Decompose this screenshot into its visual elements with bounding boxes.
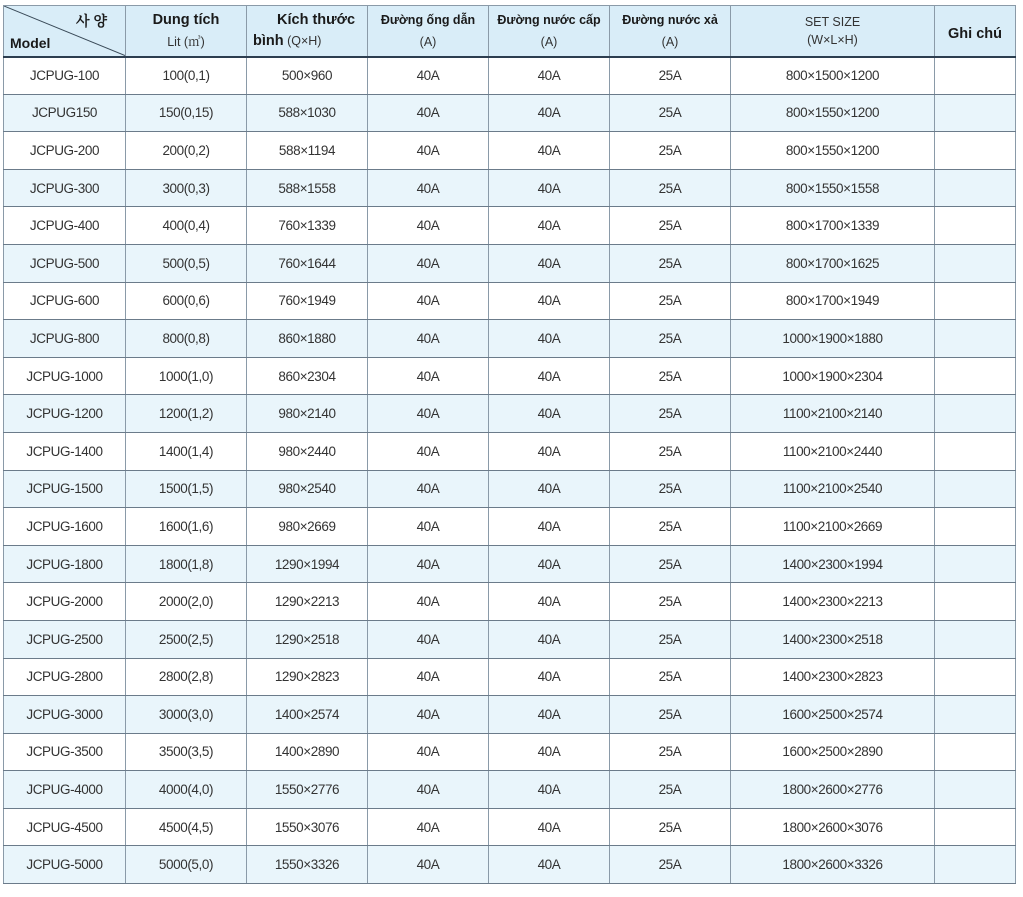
cell-drain: 25A (610, 545, 731, 583)
header-supply-title: Đường nước cấp (497, 12, 601, 27)
cell-tank: 980×2669 (247, 508, 368, 546)
cell-set: 1400×2300×1994 (731, 545, 935, 583)
cell-pipe: 40A (368, 508, 489, 546)
cell-capacity: 400(0,4) (126, 207, 247, 245)
cell-supply: 40A (489, 545, 610, 583)
header-note (935, 6, 1016, 57)
cell-capacity: 150(0,15) (126, 94, 247, 132)
cell-drain: 25A (610, 207, 731, 245)
header-capacity-unit: Lit (㎥) (167, 34, 205, 49)
cell-pipe: 40A (368, 282, 489, 320)
cell-set: 1100×2100×2140 (731, 395, 935, 433)
table-row (4, 244, 1016, 282)
cell-set: 800×1700×1625 (731, 244, 935, 282)
table-row (4, 508, 1016, 546)
cell-supply: 40A (489, 808, 610, 846)
cell-capacity: 1800(1,8) (126, 545, 247, 583)
cell-supply: 40A (489, 244, 610, 282)
cell-supply: 40A (489, 282, 610, 320)
cell-set: 1400×2300×2518 (731, 620, 935, 658)
cell-pipe: 40A (368, 733, 489, 771)
cell-drain: 25A (610, 696, 731, 734)
cell-note (935, 432, 1016, 470)
cell-capacity: 200(0,2) (126, 132, 247, 170)
cell-pipe: 40A (368, 395, 489, 433)
cell-tank: 760×1644 (247, 244, 368, 282)
cell-drain: 25A (610, 470, 731, 508)
cell-pipe: 40A (368, 545, 489, 583)
cell-pipe: 40A (368, 244, 489, 282)
cell-pipe: 40A (368, 658, 489, 696)
header-pipe (368, 6, 489, 57)
cell-drain: 25A (610, 282, 731, 320)
cell-note (935, 94, 1016, 132)
cell-note (935, 395, 1016, 433)
cell-capacity: 100(0,1) (126, 57, 247, 95)
cell-tank: 980×2540 (247, 470, 368, 508)
cell-drain: 25A (610, 432, 731, 470)
table-row (4, 771, 1016, 809)
cell-supply: 40A (489, 696, 610, 734)
cell-model: JCPUG-300 (4, 169, 126, 207)
cell-set: 1800×2600×2776 (731, 771, 935, 809)
cell-capacity: 2000(2,0) (126, 583, 247, 621)
cell-set: 1400×2300×2213 (731, 583, 935, 621)
cell-drain: 25A (610, 395, 731, 433)
cell-supply: 40A (489, 57, 610, 95)
cell-drain: 25A (610, 169, 731, 207)
cell-set: 800×1550×1558 (731, 169, 935, 207)
table-body (4, 57, 1016, 884)
cell-note (935, 771, 1016, 809)
header-tank-sub-bold: bình (253, 33, 284, 50)
table-row (4, 545, 1016, 583)
cell-tank: 1290×2518 (247, 620, 368, 658)
cell-supply: 40A (489, 395, 610, 433)
cell-model: JCPUG-3000 (4, 696, 126, 734)
cell-tank: 980×2440 (247, 432, 368, 470)
cell-drain: 25A (610, 320, 731, 358)
cell-supply: 40A (489, 658, 610, 696)
cell-capacity: 5000(5,0) (126, 846, 247, 884)
cell-note (935, 282, 1016, 320)
cell-capacity: 4500(4,5) (126, 808, 247, 846)
cell-drain: 25A (610, 733, 731, 771)
cell-capacity: 4000(4,0) (126, 771, 247, 809)
cell-note (935, 320, 1016, 358)
cell-tank: 1290×2823 (247, 658, 368, 696)
cell-tank: 760×1339 (247, 207, 368, 245)
cell-pipe: 40A (368, 94, 489, 132)
cell-drain: 25A (610, 357, 731, 395)
header-pipe-unit: (A) (419, 34, 437, 49)
header-model (4, 6, 126, 57)
cell-pipe: 40A (368, 696, 489, 734)
cell-pipe: 40A (368, 207, 489, 245)
cell-capacity: 300(0,3) (126, 169, 247, 207)
cell-model: JCPUG-1600 (4, 508, 126, 546)
cell-pipe: 40A (368, 583, 489, 621)
cell-supply: 40A (489, 583, 610, 621)
cell-tank: 1290×2213 (247, 583, 368, 621)
cell-model: JCPUG-1400 (4, 432, 126, 470)
cell-set: 800×1550×1200 (731, 132, 935, 170)
header-tank-sub: (Q×H) (287, 34, 322, 49)
table-row (4, 94, 1016, 132)
cell-note (935, 470, 1016, 508)
cell-drain: 25A (610, 846, 731, 884)
cell-set: 800×1700×1339 (731, 207, 935, 245)
cell-capacity: 800(0,8) (126, 320, 247, 358)
cell-tank: 1550×2776 (247, 771, 368, 809)
cell-model: JCPUG-1500 (4, 470, 126, 508)
cell-capacity: 1600(1,6) (126, 508, 247, 546)
cell-set: 800×1700×1949 (731, 282, 935, 320)
cell-supply: 40A (489, 508, 610, 546)
cell-capacity: 2800(2,8) (126, 658, 247, 696)
cell-note (935, 733, 1016, 771)
header-drain-title: Đường nước xả (622, 12, 718, 27)
cell-model: JCPUG-400 (4, 207, 126, 245)
cell-drain: 25A (610, 132, 731, 170)
table-row (4, 132, 1016, 170)
cell-tank: 760×1949 (247, 282, 368, 320)
cell-model: JCPUG150 (4, 94, 126, 132)
cell-pipe: 40A (368, 771, 489, 809)
cell-model: JCPUG-800 (4, 320, 126, 358)
cell-drain: 25A (610, 808, 731, 846)
cell-set: 1800×2600×3076 (731, 808, 935, 846)
cell-capacity: 1400(1,4) (126, 432, 247, 470)
cell-capacity: 3000(3,0) (126, 696, 247, 734)
cell-tank: 1400×2574 (247, 696, 368, 734)
cell-note (935, 620, 1016, 658)
cell-tank: 500×960 (247, 57, 368, 95)
cell-tank: 588×1030 (247, 94, 368, 132)
table-row (4, 846, 1016, 884)
cell-tank: 980×2140 (247, 395, 368, 433)
cell-model: JCPUG-1800 (4, 545, 126, 583)
header-model-label: Model (10, 34, 51, 51)
cell-drain: 25A (610, 57, 731, 95)
cell-note (935, 244, 1016, 282)
table-row (4, 207, 1016, 245)
cell-model: JCPUG-3500 (4, 733, 126, 771)
cell-model: JCPUG-5000 (4, 846, 126, 884)
cell-model: JCPUG-4000 (4, 771, 126, 809)
header-tank-title: Kích thước (277, 12, 356, 29)
cell-note (935, 132, 1016, 170)
cell-set: 1400×2300×2823 (731, 658, 935, 696)
cell-set: 1600×2500×2890 (731, 733, 935, 771)
header-set-size-title: SET SIZE (804, 14, 861, 29)
cell-supply: 40A (489, 132, 610, 170)
header-tank-size (247, 6, 368, 57)
cell-note (935, 207, 1016, 245)
cell-pipe: 40A (368, 57, 489, 95)
cell-tank: 1550×3076 (247, 808, 368, 846)
cell-model: JCPUG-200 (4, 132, 126, 170)
cell-drain: 25A (610, 94, 731, 132)
table-row (4, 733, 1016, 771)
cell-model: JCPUG-1000 (4, 357, 126, 395)
cell-drain: 25A (610, 771, 731, 809)
cell-note (935, 508, 1016, 546)
header-model-korean: 사 양 (76, 13, 107, 29)
cell-tank: 588×1558 (247, 169, 368, 207)
cell-set: 1100×2100×2669 (731, 508, 935, 546)
cell-model: JCPUG-2000 (4, 583, 126, 621)
cell-capacity: 3500(3,5) (126, 733, 247, 771)
table-row (4, 696, 1016, 734)
header-set-size-unit: (W×L×H) (807, 32, 858, 47)
cell-drain: 25A (610, 583, 731, 621)
table-row (4, 432, 1016, 470)
cell-note (935, 545, 1016, 583)
header-supply (489, 6, 610, 57)
cell-pipe: 40A (368, 132, 489, 170)
cell-note (935, 583, 1016, 621)
cell-drain: 25A (610, 508, 731, 546)
cell-pipe: 40A (368, 620, 489, 658)
cell-supply: 40A (489, 320, 610, 358)
table-row (4, 57, 1016, 95)
cell-tank: 1400×2890 (247, 733, 368, 771)
header-drain (610, 6, 731, 57)
cell-model: JCPUG-500 (4, 244, 126, 282)
cell-tank: 1290×1994 (247, 545, 368, 583)
header-set-size (731, 6, 935, 57)
cell-tank: 588×1194 (247, 132, 368, 170)
cell-supply: 40A (489, 169, 610, 207)
cell-pipe: 40A (368, 846, 489, 884)
cell-drain: 25A (610, 658, 731, 696)
cell-set: 1000×1900×1880 (731, 320, 935, 358)
cell-note (935, 846, 1016, 884)
table-row (4, 282, 1016, 320)
header-row (4, 6, 1016, 57)
table-row (4, 320, 1016, 358)
header-drain-unit: (A) (661, 34, 679, 49)
cell-model: JCPUG-2500 (4, 620, 126, 658)
cell-pipe: 40A (368, 432, 489, 470)
table-row (4, 169, 1016, 207)
cell-capacity: 1000(1,0) (126, 357, 247, 395)
cell-pipe: 40A (368, 169, 489, 207)
cell-set: 1000×1900×2304 (731, 357, 935, 395)
cell-supply: 40A (489, 432, 610, 470)
cell-pipe: 40A (368, 357, 489, 395)
cell-capacity: 500(0,5) (126, 244, 247, 282)
header-capacity (126, 6, 247, 57)
cell-tank: 1550×3326 (247, 846, 368, 884)
cell-note (935, 57, 1016, 95)
cell-model: JCPUG-4500 (4, 808, 126, 846)
cell-supply: 40A (489, 846, 610, 884)
cell-note (935, 169, 1016, 207)
cell-tank: 860×2304 (247, 357, 368, 395)
cell-set: 1600×2500×2574 (731, 696, 935, 734)
table-row (4, 357, 1016, 395)
cell-model: JCPUG-100 (4, 57, 126, 95)
cell-supply: 40A (489, 771, 610, 809)
table-row (4, 470, 1016, 508)
cell-capacity: 1200(1,2) (126, 395, 247, 433)
cell-set: 800×1550×1200 (731, 94, 935, 132)
header-note-title: Ghi chú (948, 25, 1002, 42)
cell-pipe: 40A (368, 808, 489, 846)
cell-set: 1100×2100×2540 (731, 470, 935, 508)
cell-note (935, 808, 1016, 846)
cell-model: JCPUG-1200 (4, 395, 126, 433)
header-supply-unit: (A) (540, 34, 558, 49)
cell-tank: 860×1880 (247, 320, 368, 358)
table-row (4, 808, 1016, 846)
cell-drain: 25A (610, 620, 731, 658)
cell-supply: 40A (489, 620, 610, 658)
cell-model: JCPUG-600 (4, 282, 126, 320)
spec-table (3, 5, 1016, 884)
cell-set: 800×1500×1200 (731, 57, 935, 95)
cell-pipe: 40A (368, 470, 489, 508)
cell-note (935, 658, 1016, 696)
cell-set: 1100×2100×2440 (731, 432, 935, 470)
cell-model: JCPUG-2800 (4, 658, 126, 696)
cell-supply: 40A (489, 94, 610, 132)
cell-supply: 40A (489, 207, 610, 245)
cell-capacity: 600(0,6) (126, 282, 247, 320)
cell-note (935, 696, 1016, 734)
cell-supply: 40A (489, 357, 610, 395)
header-capacity-title: Dung tích (152, 11, 220, 28)
cell-capacity: 2500(2,5) (126, 620, 247, 658)
table-row (4, 395, 1016, 433)
cell-note (935, 357, 1016, 395)
cell-set: 1800×2600×3326 (731, 846, 935, 884)
cell-drain: 25A (610, 244, 731, 282)
table-row (4, 658, 1016, 696)
cell-capacity: 1500(1,5) (126, 470, 247, 508)
table-row (4, 620, 1016, 658)
table-row (4, 583, 1016, 621)
cell-supply: 40A (489, 733, 610, 771)
cell-supply: 40A (489, 470, 610, 508)
cell-pipe: 40A (368, 320, 489, 358)
header-pipe-title: Đường ống dẫn (380, 12, 476, 27)
